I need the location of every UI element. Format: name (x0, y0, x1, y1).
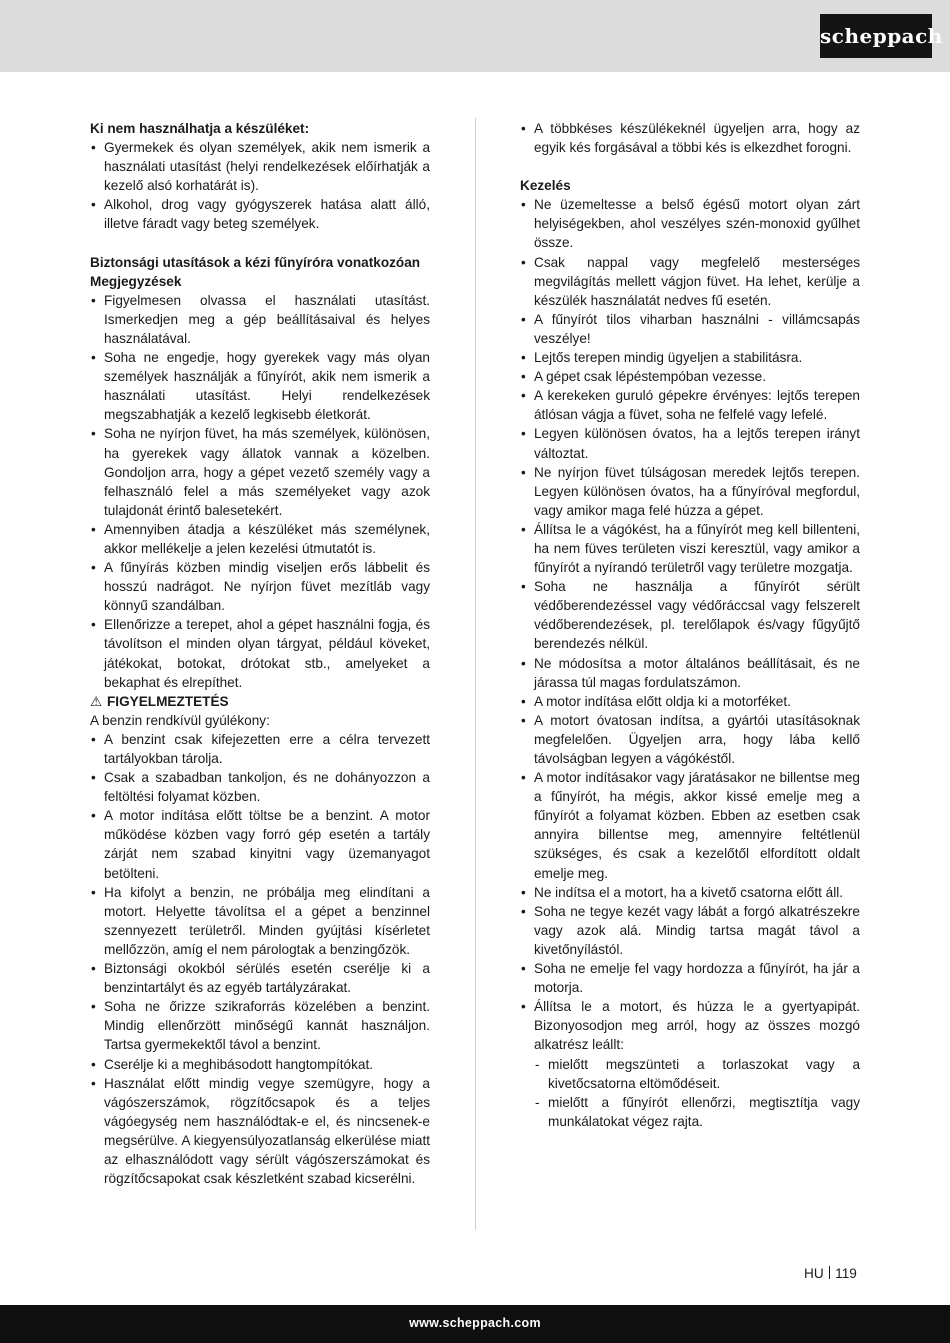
list-multi-blade (520, 119, 860, 157)
right-column (520, 119, 860, 1131)
list-warning (90, 730, 430, 1188)
list-item: • Cserélje ki a meghibásodott hangtompítókat. (90, 1055, 430, 1074)
list-operation (520, 195, 860, 1131)
list-item: • A benzint csak kifejezetten erre a célra tervezett tartályokban tárolja. (90, 730, 430, 768)
list-item: • Gyermekek és olyan személyek, akik nem ismerik a használati utasítást (helyi rendelkezések előírhatják a kezelő alsó korhatárát is). (90, 138, 430, 195)
page-number (804, 1265, 857, 1283)
list-item: • Csak a szabadban tankoljon, és ne dohányozzon a feltöltési folyamat közben. (90, 768, 430, 806)
page-number-separator (829, 1266, 831, 1279)
list-item: • Biztonsági okokból sérülés esetén cserélje ki a benzintartályt és az egyéb tartályzárakat. (90, 959, 430, 997)
section-heading-safety: Biztonsági utasítások a kézi fűnyíróra vonatkozóan (90, 254, 421, 270)
list-item: • Ellenőrizze a terepet, ahol a gépet használni fogja, és távolítson el minden olyan tárgyat, például köveket, játékokat, botokat, drótokat stb., amelyeket a bekaphat és elrepíthet. (90, 615, 430, 691)
list-item: • Soha ne nyírjon füvet, ha más személyek, különösen, ha gyerekek vagy állatok vannak a közelben. Gondoljon arra, hogy a gépet vezető személy vagy a felhasználó felel a más személyeket vagy azok tulajdonát érintő balesetekért. (90, 424, 430, 519)
list-item (520, 997, 860, 1131)
footer-band (0, 1305, 950, 1343)
list-item: • Alkohol, drog vagy gyógyszerek hatása alatt álló, illetve fáradt vagy beteg személyek. (90, 195, 430, 233)
list-item: • A többkéses készülékeknél ügyeljen arra, hogy az egyik kés forgásával a többi kés is elkezdhet forogni. (520, 119, 860, 157)
section-heading-who-cannot-use: Ki nem használhatja a készüléket: (90, 121, 310, 136)
list-item: • Soha ne őrizze szikraforrás közelében a benzint. Mindig ellenőrzött minőségű kannát használjon. Tartsa gyermekektől távol a benzint. (90, 997, 430, 1054)
column-divider (475, 118, 476, 1230)
list-item: • A motor indításakor vagy járatásakor ne billentse meg a fűnyírót, ha mégis, akkor kissé emelje meg a fűnyírót a folyamat közben. Ebben az esetben csak annyira billentse meg, amennyire feltétlenül szükséges, és csak a kezelőtől elfordított oldalt emelje meg. (520, 768, 860, 883)
list-item: • Soha ne emelje fel vagy hordozza a fűnyírót, ha jár a motorja. (520, 959, 860, 997)
list-notes (90, 291, 430, 692)
list-item: • A fűnyírót tilos viharban használni - villámcsapás veszélye! (520, 310, 860, 348)
left-column (90, 119, 430, 1188)
list-who-cannot-use (90, 138, 430, 233)
list-item: • Soha ne használja a fűnyírót sérült védőberendezéssel vagy védőráccsal vagy felszerelt védőberendezések, pl. terelőlapok és/vagy fűgyűjtő berendezés nélkül. (520, 577, 860, 653)
list-item: • Használat előtt mindig vegye szemügyre, hogy a vágószerszámok, rögzítőcsapok és a teljes vágóegység nem használódtak-e el, és nincsenek-e megsérülve. A kiegyensúlyozatlanság elkerülése miatt az elhasználódott vagy sérült vágószerszámokat és rögzítőcsapokat csak készletként szabad kicserélni. (90, 1074, 430, 1189)
list-item: • Lejtős terepen mindig ügyeljen a stabilitásra. (520, 348, 860, 367)
sub-list-item: - mielőtt megszünteti a torlaszokat vagy a kivetőcsatorna eltömődéseit. (534, 1055, 860, 1093)
header-band (0, 0, 950, 72)
footer-url: www.scheppach.com (409, 1316, 541, 1330)
warning-heading-line (90, 692, 430, 711)
list-item: • Csak nappal vagy megfelelő mesterséges megvilágítás mellett vágjon füvet. Ha lehet, kerülje a készülék használatát nedves fű esetén. (520, 253, 860, 310)
list-item: • A gépet csak lépéstempóban vezesse. (520, 367, 860, 386)
sub-list-item: - mielőtt a fűnyírót ellenőrzi, megtisztítja vagy munkálatokat végez rajta. (534, 1093, 860, 1131)
list-item-text: Állítsa le a motort, és húzza le a gyertyapipát. Bizonyosodjon meg arról, hogy az összes mozgó alkatrész leállt: (534, 999, 860, 1053)
list-item: • Ne indítsa el a motort, ha a kivető csatorna előtt áll. (520, 883, 860, 902)
list-item: • Soha ne tegye kezét vagy lábát a forgó alkatrészekre vagy azok alá. Mindig tartsa magát távol a kivetőnyílástól. (520, 902, 860, 959)
page-number-value: 119 (835, 1266, 857, 1281)
sub-list (534, 1055, 860, 1131)
list-item: • A fűnyírás közben mindig viseljen erős lábbelit és hosszú nadrágot. Ne nyírjon füvet mezítláb vagy könnyű szandálban. (90, 558, 430, 615)
list-item: • Amennyiben átadja a készüléket más személynek, akkor mellékelje a jelen kezelési útmutatót is. (90, 520, 430, 558)
list-item: • A motort óvatosan indítsa, a gyártói utasításoknak megfelelően. Ügyeljen arra, hogy lába kellő távolságban legyen a vágókéstől. (520, 711, 860, 768)
list-item: • Ne módosítsa a motor általános beállításait, és ne járassa túl magas fordulatszámon. (520, 654, 860, 692)
subheading-notes: Megjegyzések (90, 273, 182, 289)
warning-heading: FIGYELMEZTETÉS (107, 693, 229, 709)
page-lang: HU (804, 1266, 824, 1281)
list-item: • Legyen különösen óvatos, ha a lejtős terepen irányt változtat. (520, 424, 860, 462)
list-item: • Ne üzemeltesse a belső égésű motort olyan zárt helyiségekben, ahol veszélyes szén-monoxid gyűlhet össze. (520, 195, 860, 252)
list-item: • Figyelmesen olvassa el használati utasítást. Ismerkedjen meg a gép beállításaival és helyes használatával. (90, 291, 430, 348)
list-item: • Állítsa le a vágókést, ha a fűnyírót meg kell billenteni, ha nem füves területen viszi keresztül, vagy amikor a fűnyírót a nyírandó területről vagy területre mozgatja. (520, 520, 860, 577)
list-item: • Soha ne engedje, hogy gyerekek vagy más olyan személyek használják a fűnyírót, akik nem ismerik a használati utasítást. Helyi rendelkezések megszabhatják a kezelő legkisebb életkorát. (90, 348, 430, 424)
warning-intro: A benzin rendkívül gyúlékony: (90, 712, 270, 728)
list-item: • Ha kifolyt a benzin, ne próbálja meg elindítani a motort. Helyette távolítsa el a gépet a benzinnel szennyezett területről. Minden gyújtási kísérletet mellőzzön, amíg el nem párologtak a benzingőzök. (90, 883, 430, 959)
section-heading-operation: Kezelés (520, 178, 571, 194)
list-item: • A motor indítása előtt töltse be a benzint. A motor működése közben vagy forró gép esetén a tartály zárját nem szabad kinyitni vagy üzemanyagot betölteni. (90, 806, 430, 882)
list-item: • Ne nyírjon füvet túlságosan meredek lejtős terepen. Legyen különösen óvatos, ha a fűnyíróval megfordul, vagy amikor maga felé húzza a gépet. (520, 463, 860, 520)
scheppach-logo: scheppach (820, 14, 932, 58)
list-item: • A kerekeken guruló gépekre érvényes: lejtős terepen átlósan vágja a füvet, soha ne felfelé vagy lefelé. (520, 386, 860, 424)
warning-triangle-icon: ⚠ (90, 693, 103, 709)
list-item: • A motor indítása előtt oldja ki a motorféket. (520, 692, 860, 711)
